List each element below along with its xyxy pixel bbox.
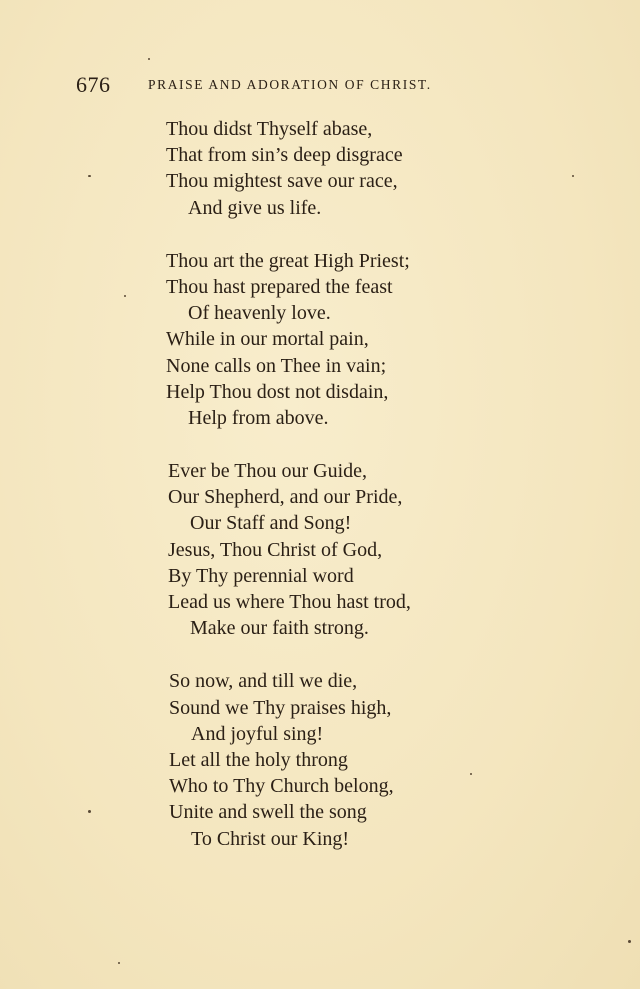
verse-line: Our Staff and Song! [190,512,352,535]
verse-line: So now, and till we die, [169,670,358,693]
verse-line: While in our mortal pain, [166,328,369,351]
verse-line: Unite and swell the song [169,801,367,824]
paper-speck [572,175,574,177]
verse-line: Make our faith strong. [190,617,369,640]
verse-line: That from sin’s deep disgrace [166,144,403,167]
running-title: PRAISE AND ADORATION OF CHRIST. [148,77,432,92]
verse-line: Thou art the great High Priest; [166,249,410,272]
verse-line: Thou didst Thyself abase, [166,118,373,140]
stanza [0,668,640,851]
page-header [76,72,500,100]
verse-line: Of heavenly love. [188,302,331,325]
verse-line: And joyful sing! [191,722,324,745]
stanza [0,116,640,221]
verse-line: Thou mightest save our race, [166,170,398,193]
verse-line: Help from above. [188,406,329,429]
verse-line: By Thy perennial word [168,564,354,587]
verse-line: Help Thou dost not disdain, [166,380,389,403]
paper-speck [470,773,472,775]
hymn-text [0,116,640,879]
verse-line: Lead us where Thou hast trod, [168,591,411,613]
verse-line: Jesus, Thou Christ of God, [168,538,383,561]
verse-line: Thou hast prepared the feast [166,275,393,298]
page-number: 676 [76,72,111,97]
verse-line: And give us life. [188,196,322,219]
stanza [0,458,640,641]
paper-speck [124,295,126,297]
verse-line: None calls on Thee in vain; [166,354,387,377]
verse-line: Who to Thy Church belong, [169,775,394,798]
paper-speck [88,810,91,813]
verse-line: Let all the holy throng [169,748,348,771]
verse-line: Our Shepherd, and our Pride, [168,486,403,509]
paper-speck [88,175,91,177]
verse-line: Sound we Thy praises high, [169,696,392,719]
paper-speck [148,58,150,60]
verse-line: Ever be Thou our Guide, [168,460,368,483]
stanza [0,248,640,431]
paper-speck [628,940,631,943]
verse-line: To Christ our King! [191,827,350,850]
paper-speck [118,962,120,964]
